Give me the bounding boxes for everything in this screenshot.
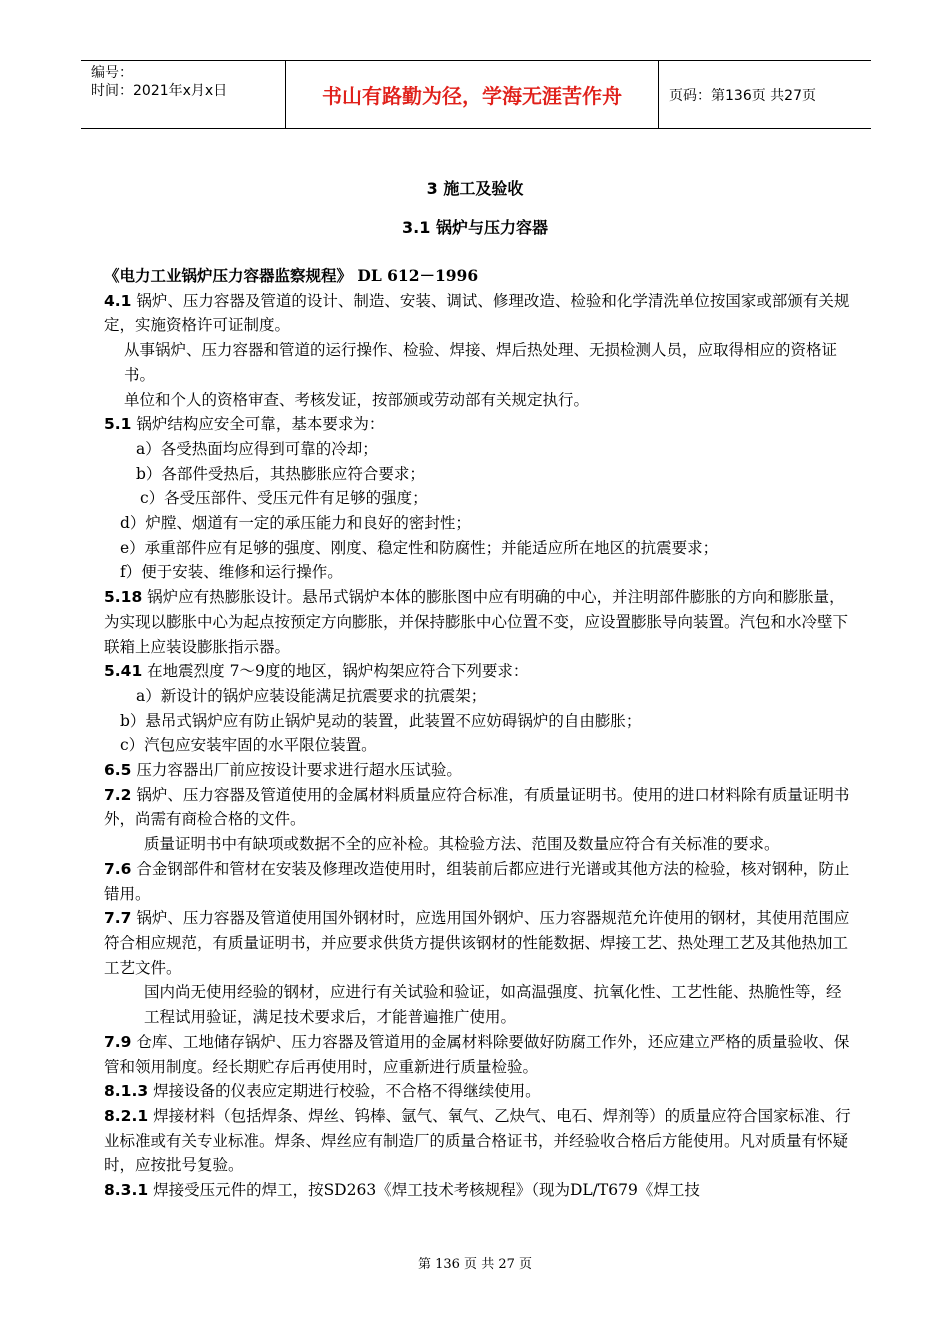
clause-7-9 — [104, 1030, 856, 1079]
subsection-heading: 3.1 锅炉与压力容器 — [402, 218, 548, 237]
clause-4-1 — [104, 289, 856, 338]
clause-text: 仓库、工地储存锅炉、压力容器及管道用的金属材料除要做好防腐工作外，还应建立严格的质量验收、保管和领用制度。经长期贮存后再使用时，应重新进行质量检验。 — [104, 1032, 850, 1076]
clause-number: 4.1 — [104, 291, 132, 310]
clause-7-2 — [104, 783, 856, 832]
clause-text: 锅炉结构应安全可靠，基本要求为： — [131, 415, 385, 434]
header-motto: 书山有路勤为径，学海无涯苦作舟 — [285, 61, 659, 128]
list-item: e）承重部件应有足够的强度、刚度、稳定性和防腐性；并能适应所在地区的抗震要求； — [120, 538, 719, 557]
clause-text: 焊接受压元件的焊工，按SD263《焊工技术考核规程》（现为DL/T679《焊工技 — [148, 1181, 700, 1200]
clause-text: 锅炉应有热膨胀设计。悬吊式锅炉本体的膨胀图中应有明确的中心，并注明部件膨胀的方向和膨胀量，为实现以膨胀中心为起点按预定方向膨胀，并保持膨胀中心位置不变，应设置膨胀导向装置。汽包和水冷壁下联箱上应装设膨胀指示器。 — [104, 588, 849, 656]
page-footer: 第 136 页 共 27 页 — [417, 1257, 533, 1272]
list-item: b）各部件受热后，其热膨胀应符合要求； — [136, 464, 425, 483]
clause-number: 8.1.3 — [104, 1082, 149, 1101]
regulation-title: 《电力工业锅炉压力容器监察规程》 DL 612－1996 — [104, 266, 479, 285]
clause-number: 8.2.1 — [104, 1106, 149, 1125]
document-body — [104, 264, 856, 1203]
clause-5-41 — [104, 659, 856, 684]
clause-6-5 — [104, 758, 856, 783]
date-label: 时间：2021年x月x日 — [91, 83, 228, 99]
section-heading: 3 施工及验收 — [426, 179, 524, 198]
clause-text: 合金钢部件和管材在安装及修理改造使用时，组装前后都应进行光谱或其他方法的检验，核对钢种，防止错用。 — [104, 859, 850, 903]
clause-8-2-1 — [104, 1104, 856, 1178]
header-meta — [81, 61, 285, 128]
clause-text: 焊接设备的仪表应定期进行校验，不合格不得继续使用。 — [148, 1082, 541, 1101]
clause-8-1-3 — [104, 1079, 856, 1104]
paragraph: 国内尚无使用经验的钢材，应进行有关试验和验证，如高温强度、抗氧化性、工艺性能、热脆性等，经工程试用验证，满足技术要求后，才能普遍推广使用。 — [144, 983, 842, 1027]
list-item: a）新设计的锅炉应装设能满足抗震要求的抗震架； — [136, 686, 487, 705]
header-page-info: 页码：第136页 共27页 — [669, 87, 816, 104]
clause-7-6 — [104, 857, 856, 906]
clause-number: 5.1 — [104, 415, 132, 434]
document-header — [81, 60, 871, 129]
clause-number: 5.18 — [104, 588, 143, 607]
paragraph: 从事锅炉、压力容器和管道的运行操作、检验、焊接、焊后热处理、无损检测人员，应取得相应的资格证书。 — [124, 341, 838, 384]
clause-number: 7.9 — [104, 1032, 132, 1051]
clause-number: 6.5 — [104, 761, 132, 780]
clause-number: 8.3.1 — [104, 1181, 149, 1200]
list-item: d）炉膛、烟道有一定的承压能力和良好的密封性； — [120, 514, 471, 533]
list-item: c）各受压部件、受压元件有足够的强度； — [140, 489, 428, 508]
paragraph: 质量证明书中有缺项或数据不全的应补检。其检验方法、范围及数量应符合有关标准的要求。 — [144, 835, 780, 854]
clause-8-3-1 — [104, 1178, 856, 1203]
number-label: 编号： — [91, 65, 133, 81]
list-item: f）便于安装、维修和运行操作。 — [120, 563, 343, 582]
list-item: b）悬吊式锅炉应有防止锅炉晃动的装置，此装置不应妨碍锅炉的自由膨胀； — [120, 711, 642, 730]
list-item: c）汽包应安装牢固的水平限位装置。 — [120, 736, 377, 755]
clause-number: 5.41 — [104, 662, 143, 681]
clause-5-18 — [104, 585, 856, 659]
clause-text: 在地震烈度 7～9度的地区，锅炉构架应符合下列要求： — [142, 662, 529, 681]
clause-text: 压力容器出厂前应按设计要求进行超水压试验。 — [131, 761, 462, 780]
clause-5-1 — [104, 412, 856, 437]
paragraph: 单位和个人的资格审查、考核发证，按部颁或劳动部有关规定执行。 — [124, 390, 590, 409]
clause-number: 7.7 — [104, 909, 132, 928]
clause-number: 7.6 — [104, 859, 132, 878]
clause-text: 锅炉、压力容器及管道使用国外钢材时，应选用国外钢炉、压力容器规范允许使用的钢材，其使用范围应符合相应规范，有质量证明书，并应要求供货方提供该钢材的性能数据、焊接工艺、热处理工艺及其他热加工工艺文件。 — [104, 909, 850, 977]
list-item: a）各受热面均应得到可靠的冷却； — [136, 439, 378, 458]
clause-text: 焊接材料（包括焊条、焊丝、钨棒、氩气、氧气、乙炔气、电石、焊剂等）的质量应符合国家标准、行业标准或有关专业标准。焊条、焊丝应有制造厂的质量合格证书，并经验收合格后方能使用。凡对质量有怀疑时，应按批号复验。 — [104, 1106, 851, 1175]
clause-number: 7.2 — [104, 785, 132, 804]
clause-text: 锅炉、压力容器及管道的设计、制造、安装、调试、修理改造、检验和化学清洗单位按国家或部颁有关规定，实施资格许可证制度。 — [104, 291, 850, 335]
clause-7-7 — [104, 906, 856, 980]
clause-text: 锅炉、压力容器及管道使用的金属材料质量应符合标准，有质量证明书。使用的进口材料除有质量证明书外，尚需有商检合格的文件。 — [104, 785, 850, 829]
